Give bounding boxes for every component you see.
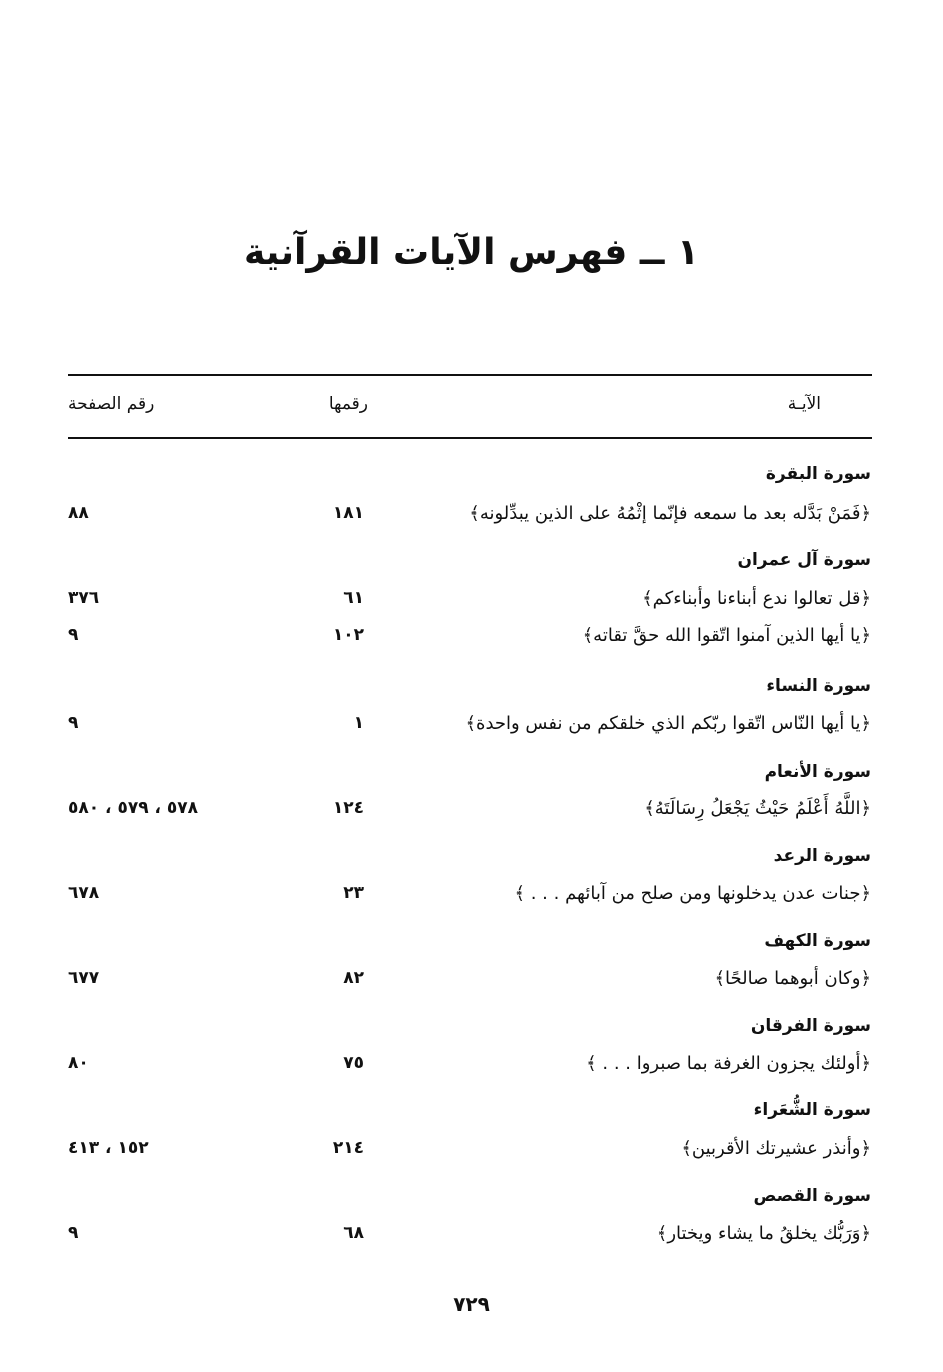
surah-heading-row: [0, 550, 943, 580]
surah-name: سورة القصص: [753, 1186, 871, 1206]
surah-heading-row: [0, 762, 943, 792]
verse-number: ٢١٤: [332, 1138, 364, 1158]
column-header-number: رقمها: [328, 394, 368, 414]
surah-heading-row: [0, 1016, 943, 1046]
surah-name: سورة الشُّعَراء: [753, 1100, 871, 1120]
page-reference: ٦٧٨: [68, 883, 100, 903]
verse-text: ﴿جنات عدن يدخلونها ومن صلح من آبائهم . . . ﴾: [514, 883, 871, 904]
page-reference: ٣٧٦: [68, 588, 100, 608]
verse-number: ٦١: [343, 588, 364, 608]
surah-name: سورة النساء: [766, 676, 871, 696]
verse-text: ﴿وَرَبُّك يخلقُ ما يشاء ويختار﴾: [656, 1223, 871, 1244]
header-bottom-rule: [68, 437, 872, 439]
verse-row: [0, 625, 943, 655]
column-header-page: رقم الصفحة: [68, 394, 155, 414]
page-title: ١ ــ فهرس الآيات القرآنية: [243, 232, 700, 273]
verse-row: [0, 1053, 943, 1083]
surah-name: سورة البقرة: [765, 464, 871, 484]
verse-text: ﴿أولئك يجزون الغرفة بما صبروا . . . ﴾: [586, 1053, 871, 1074]
surah-heading-row: [0, 676, 943, 706]
verse-text: ﴿وكان أبوهما صالحًا﴾: [714, 968, 871, 989]
page-reference: ٨٠: [68, 1053, 89, 1073]
page-number: ٧٢٩: [453, 1292, 490, 1316]
surah-name: سورة الكهف: [764, 931, 871, 951]
verse-number: ٧٥: [343, 1053, 364, 1073]
verse-row: [0, 968, 943, 998]
page-reference: ٩: [68, 625, 79, 645]
surah-heading-row: [0, 846, 943, 876]
verse-row: [0, 1223, 943, 1253]
verse-row: [0, 883, 943, 913]
verse-text: ﴿يا أيها النّاس اتّقوا ربّكم الذي خلقكم من نفس واحدة﴾: [465, 713, 871, 734]
verse-text: ﴿فَمَنْ بَدَّله بعد ما سمعه فإنّما إثْمُهُ على الذين يبدِّلونه﴾: [469, 503, 871, 524]
verse-number: ١: [353, 713, 364, 733]
page-reference: ٩: [68, 713, 79, 733]
verse-text: ﴿وأنذر عشيرتك الأقربين﴾: [681, 1138, 871, 1159]
verse-row: [0, 503, 943, 533]
verse-number: ١٠٢: [332, 625, 364, 645]
page-reference: ٦٧٧: [68, 968, 100, 988]
surah-name: سورة آل عمران: [737, 550, 871, 570]
verse-number: ٨٢: [343, 968, 364, 988]
surah-name: سورة الأنعام: [764, 762, 871, 782]
verse-number: ٢٣: [343, 883, 364, 903]
header-top-rule: [68, 374, 872, 376]
verse-row: [0, 713, 943, 743]
page-reference: ١٥٢ ، ٤١٣: [68, 1138, 149, 1158]
column-header-verse: الآيـة: [787, 394, 821, 414]
page-reference: ٩: [68, 1223, 79, 1243]
verse-text: ﴿اللَّهُ أَعْلَمُ حَيْثُ يَجْعَلُ رِسَالَتَهُ﴾: [644, 798, 871, 819]
page-reference: ٨٨: [68, 503, 89, 523]
verse-number: ٦٨: [343, 1223, 364, 1243]
verse-number: ١٨١: [332, 503, 364, 523]
verse-row: [0, 588, 943, 618]
surah-name: سورة الرعد: [773, 846, 871, 866]
surah-heading-row: [0, 1100, 943, 1130]
page-reference: ٥٧٨ ، ٥٧٩ ، ٥٨٠: [68, 798, 199, 818]
verse-row: [0, 1138, 943, 1168]
verse-row: [0, 798, 943, 828]
verse-number: ١٢٤: [332, 798, 364, 818]
surah-heading-row: [0, 464, 943, 494]
surah-heading-row: [0, 1186, 943, 1216]
verse-text: ﴿قل تعالوا ندع أبناءنا وأبناءكم﴾: [642, 588, 871, 609]
surah-heading-row: [0, 931, 943, 961]
verse-text: ﴿يا أيها الذين آمنوا اتّقوا الله حقَّ تقاته﴾: [582, 625, 871, 646]
surah-name: سورة الفرقان: [750, 1016, 871, 1036]
